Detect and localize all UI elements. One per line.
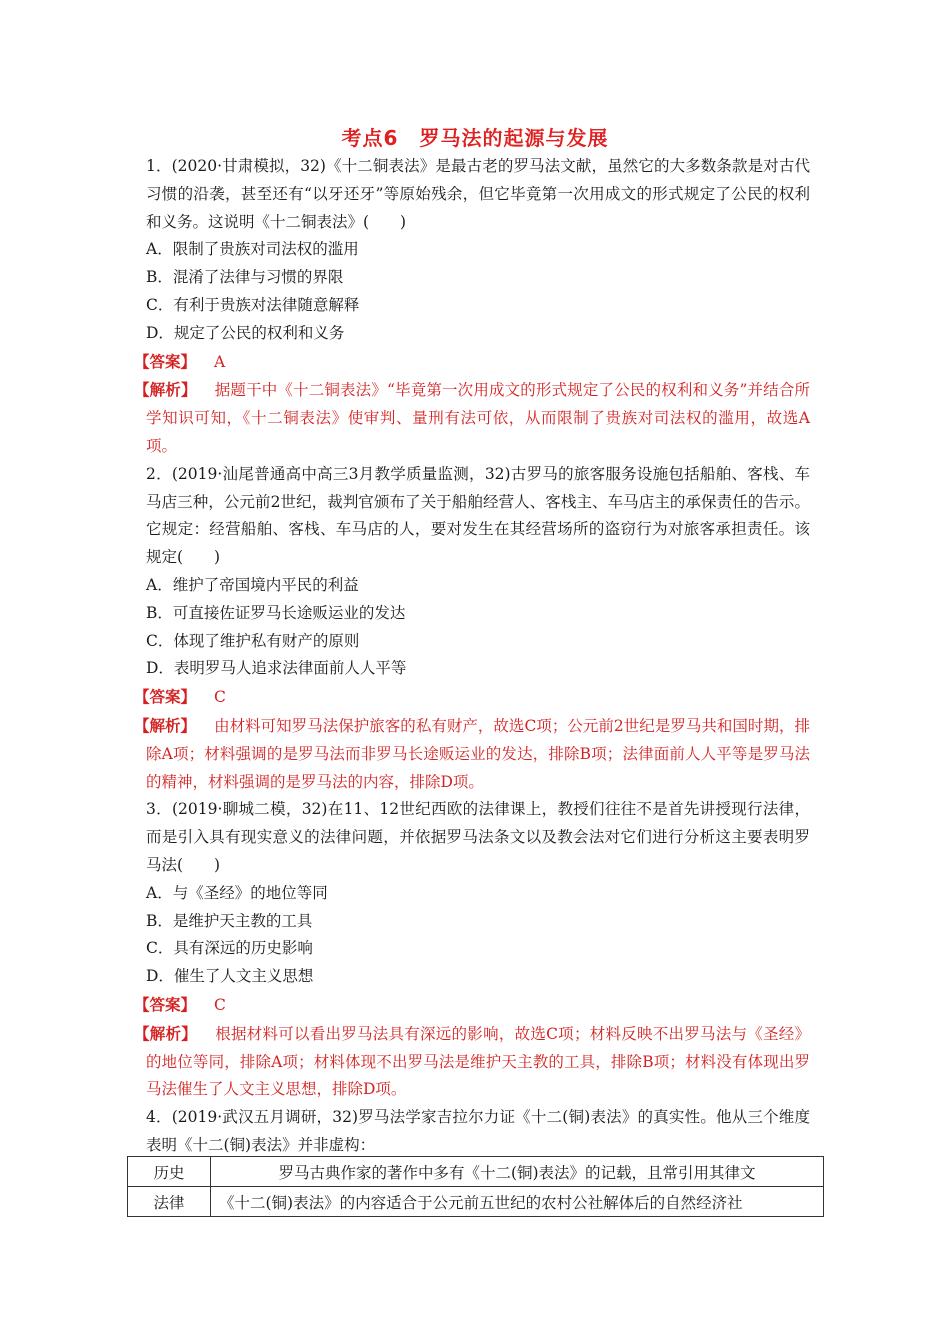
analysis-text: 根据材料可以看出罗马法具有深远的影响，故选C项；材料反映不出罗马法与《圣经》的地位等同，排除A项；材料体现不出罗马法是维护天主教的工具，排除B项；材料没有体现出罗马法催生了人文主义思想，排除D项。: [146, 1024, 810, 1099]
analysis-label: 【解析】: [134, 715, 197, 735]
analysis-line: [134, 712, 810, 796]
answer-line: [134, 683, 810, 712]
table-cell-dimension: 历史: [128, 1157, 211, 1187]
option-a: A．与《圣经》的地位等同: [146, 883, 328, 902]
table-row: [128, 1157, 824, 1187]
question-1: [134, 153, 810, 461]
option-b: B．是维护天主教的工具: [146, 911, 313, 930]
answer-value: C: [214, 995, 226, 1014]
question-3: [134, 796, 810, 1104]
answer-label: 【答案】: [134, 351, 197, 371]
question-stem: 2．(2019·汕尾普通高中高三3月教学质量监测，32)古罗马的旅客服务设施包括船舶、客栈、车马店三种，公元前2世纪，裁判官颁布了关于船舶经营人、客栈主、车马店主的承保责任的告示。它规定：经营船舶、客栈、车马店的人，要对发生在其经营场所的盗窃行为对旅客承担责任。该规定( ): [146, 464, 810, 567]
answer-value: C: [214, 688, 226, 707]
table-cell-content: 罗马古典作家的著作中多有《十二(铜)表法》的记载，且常引用其律文: [211, 1157, 824, 1187]
page-title: 考点6 罗马法的起源与发展: [341, 126, 609, 150]
option-b: B．混淆了法律与习惯的界限: [146, 268, 344, 287]
table-row: [128, 1187, 824, 1217]
option-c: C．具有深远的历史影响: [146, 939, 313, 958]
option-c: C．体现了维护私有财产的原则: [146, 631, 360, 650]
analysis-line: [134, 1020, 810, 1104]
option-d: D．催生了人文主义思想: [146, 967, 314, 986]
option-c: C．有利于贵族对法律随意解释: [146, 295, 360, 314]
question-stem: 4．(2019·武汉五月调研，32)罗马法学家吉拉尔力证《十二(铜)表法》的真实性。他从三个维度表明《十二(铜)表法》并非虚构：: [146, 1108, 810, 1154]
question-list: [134, 153, 810, 1160]
analysis-label: 【解析】: [134, 1023, 198, 1043]
analysis-text: 由材料可知罗马法保护旅客的私有财产，故选C项；公元前2世纪是罗马共和国时期，排除A项；材料强调的是罗马法而非罗马长途贩运业的发达，排除B项；法律面前人人平等是罗马法的精神，材料强调的是罗马法的内容，排除D项。: [146, 716, 810, 791]
option-a: A．维护了帝国境内平民的利益: [146, 575, 359, 594]
question-4: [146, 1104, 810, 1160]
answer-value: A: [214, 352, 226, 371]
question-stem: 1．(2020·甘肃模拟，32)《十二铜表法》是最古老的罗马法文献，虽然它的大多数条款是对古代习惯的沿袭，甚至还有“以牙还牙”等原始残余，但它毕竟第一次用成文的形式规定了公民的权利和义务。这说明《十二铜表法》( ): [146, 157, 810, 231]
answer-label: 【答案】: [134, 994, 197, 1014]
answer-label: 【答案】: [134, 687, 197, 707]
table-cell-content: 《十二(铜)表法》的内容适合于公元前五世纪的农村公社解体后的自然经济社: [211, 1187, 824, 1217]
answer-line: [134, 348, 810, 377]
evidence-table: [127, 1156, 824, 1217]
option-d: D．规定了公民的权利和义务: [146, 323, 345, 342]
question-stem: 3．(2019·聊城二模，32)在11、12世纪西欧的法律课上，教授们往往不是首先讲授现行法律，而是引入具有现实意义的法律问题，并依据罗马法条文以及教会法对它们进行分析这主要表明罗马法( ): [146, 800, 810, 874]
option-a: A．限制了贵族对司法权的滥用: [146, 240, 359, 259]
analysis-text: 据题干中《十二铜表法》“毕竟第一次用成文的形式规定了公民的权利和义务”并结合所学知识可知，《十二铜表法》使审判、量刑有法可依，从而限制了贵族对司法权的滥用，故选A项。: [146, 381, 810, 455]
option-b: B．可直接佐证罗马长途贩运业的发达: [146, 603, 406, 622]
question-2: [134, 461, 810, 797]
analysis-label: 【解析】: [134, 380, 197, 400]
table-cell-dimension: 法律: [128, 1187, 211, 1217]
analysis-line: [134, 376, 810, 460]
option-d: D．表明罗马人追求法律面前人人平等: [146, 659, 407, 678]
answer-line: [134, 991, 810, 1020]
